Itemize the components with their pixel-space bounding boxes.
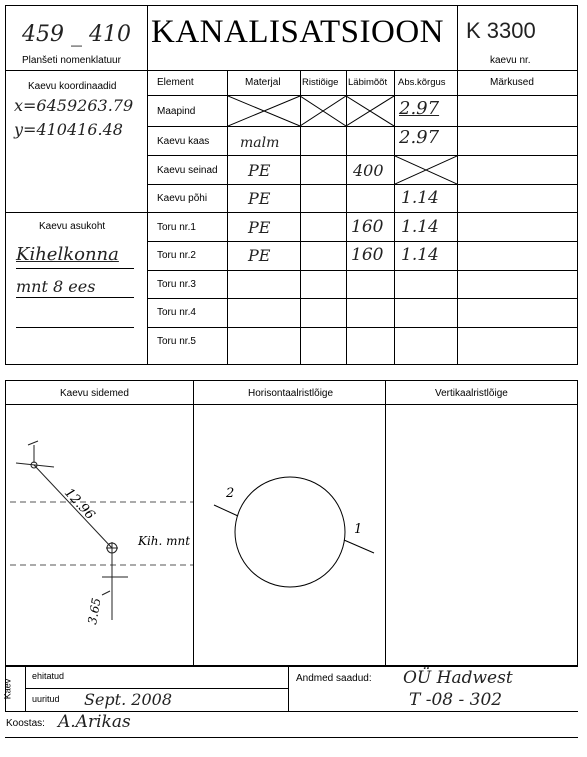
road-label: Kih. mnt	[138, 534, 191, 548]
col-header-notes: Märkused	[490, 77, 534, 88]
sketch-col-connections: Kaevu sidemed	[60, 388, 129, 399]
sheet-code: 459 _ 410	[22, 22, 131, 47]
footer-side-label: Kaev	[2, 678, 13, 700]
row-element-7: Toru nr.4	[157, 307, 196, 318]
row-element-2: Kaevu seinad	[157, 165, 218, 176]
horizontal-section-drawing	[194, 405, 384, 665]
cell-elevation: 2.97	[399, 127, 440, 148]
cell-elevation: 1.14	[401, 245, 439, 265]
cell-diameter: 160	[351, 245, 384, 265]
cell-diameter: 400	[353, 161, 384, 180]
compiled-label: Koostas:	[6, 718, 45, 729]
data-reference: T -08 - 302	[409, 690, 503, 710]
col-header-elevation: Abs.kõrgus	[398, 77, 446, 88]
coord-x: x=6459263.79	[14, 96, 134, 115]
pipe-1-label: 1	[354, 522, 363, 537]
row-element-6: Toru nr.3	[157, 279, 196, 290]
coord-y: y=410416.48	[14, 120, 123, 139]
distance-bottom-label: 3.65	[85, 596, 104, 626]
row-element-4: Toru nr.1	[157, 222, 196, 233]
well-number-label: kaevu nr.	[490, 55, 531, 66]
well-location-sketch	[6, 405, 193, 665]
cell-elevation: 1.14	[401, 217, 439, 237]
built-label: ehitatud	[32, 671, 65, 681]
location-label: Kaevu asukoht	[39, 221, 106, 232]
location-line-2: mnt 8 ees	[16, 277, 96, 296]
row-element-1: Kaevu kaas	[157, 136, 210, 147]
cross-out-mark	[395, 156, 457, 184]
col-header-cross: Ristiõige	[302, 77, 339, 88]
row-element-3: Kaevu põhi	[157, 193, 208, 204]
compiled-by: A.Arikas	[58, 712, 131, 732]
coords-label: Kaevu koordinaadid	[28, 81, 117, 92]
col-header-element: Element	[157, 77, 194, 88]
cell-diameter: 160	[351, 217, 384, 237]
cell-elevation: 1.14	[401, 188, 439, 208]
well-number: K 3300	[466, 18, 536, 43]
sheet-label: Planšeti nomenklatuur	[22, 55, 121, 66]
cell-elevation: 2.97	[399, 98, 440, 119]
data-by-label: Andmed saadud:	[296, 673, 372, 684]
surveyed-date: Sept. 2008	[84, 690, 172, 709]
surveyed-label: uuritud	[32, 694, 60, 704]
col-header-material: Materjal	[245, 77, 281, 88]
data-by: OÜ Hadwest	[403, 668, 513, 688]
sketch-col-vertical: Vertikaalristlõige	[435, 388, 508, 399]
page-title: KANALISATSIOON	[151, 14, 444, 50]
row-element-8: Toru nr.5	[157, 336, 196, 347]
cell-material: PE	[248, 218, 271, 237]
cell-material: PE	[248, 246, 271, 265]
sketch-col-horizontal: Horisontaalristlõige	[248, 388, 334, 399]
cell-material: PE	[248, 161, 271, 180]
cell-material: PE	[248, 189, 271, 208]
location-line-1: Kihelkonna	[16, 244, 119, 265]
col-header-diameter: Läbimõõt	[348, 77, 388, 88]
distance-top-label: 12.96	[61, 485, 98, 523]
pipe-2-label: 2	[226, 486, 235, 501]
cross-out-mark	[228, 96, 394, 126]
row-element-0: Maapind	[157, 106, 196, 117]
row-element-5: Toru nr.2	[157, 250, 196, 261]
cell-material: malm	[240, 135, 280, 151]
